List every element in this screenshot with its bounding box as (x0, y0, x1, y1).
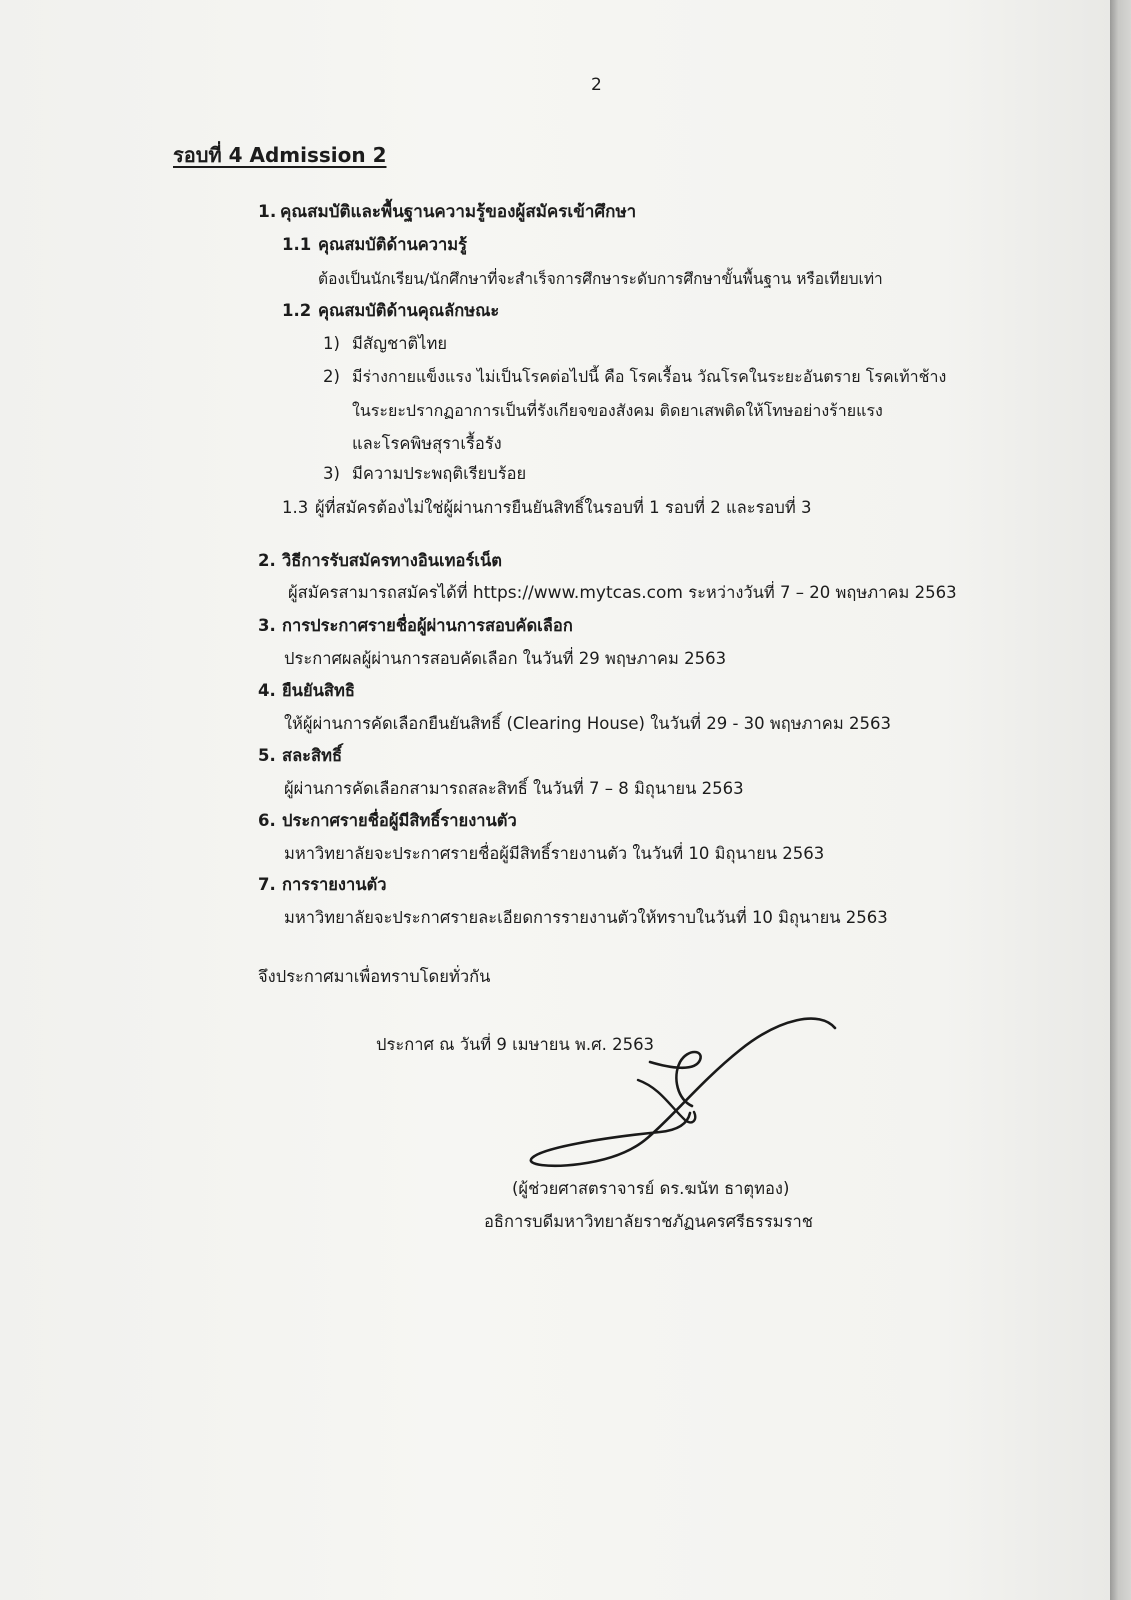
signer-name: (ผู้ช่วยศาสตราจารย์ ดร.ฆนัท ธาตุทอง) (512, 1179, 790, 1198)
item-6-number: 6. (258, 811, 276, 830)
item-1-2-number: 1.2 (282, 301, 312, 320)
item-4-title: ยืนยันสิทธิ (282, 681, 355, 700)
point-1-text: มีสัญชาติไทย (352, 334, 448, 353)
item-5-title: สละสิทธิ์ (282, 746, 343, 765)
signer-title: อธิการบดีมหาวิทยาลัยราชภัฏนครศรีธรรมราช (484, 1212, 813, 1231)
point-1-number: 1) (323, 334, 340, 353)
item-1-1-title: คุณสมบัติด้านความรู้ (318, 235, 468, 254)
item-1-3-text: ผู้ที่สมัครต้องไม่ใช่ผู้ผ่านการยืนยันสิทธิ์ในรอบที่ 1 รอบที่ 2 และรอบที่ 3 (315, 498, 812, 517)
item-1-title: คุณสมบัติและพื้นฐานความรู้ของผู้สมัครเข้าศึกษา (280, 202, 637, 222)
item-6-text: มหาวิทยาลัยจะประกาศรายชื่อผู้มีสิทธิ์รายงานตัว ในวันที่ 10 มิถุนายน 2563 (284, 844, 825, 863)
item-5-number: 5. (258, 746, 276, 765)
item-6-title: ประกาศรายชื่อผู้มีสิทธิ์รายงานตัว (282, 811, 517, 830)
point-2-line-3: และโรคพิษสุราเรื้อรัง (352, 434, 502, 453)
item-1-number: 1. (258, 202, 277, 222)
item-4-text: ให้ผู้ผ่านการคัดเลือกยืนยันสิทธิ์ (Clearing House) ในวันที่ 29 - 30 พฤษภาคม 2563 (284, 714, 891, 733)
item-2-text (288, 582, 957, 604)
item-7-title: การรายงานตัว (282, 875, 387, 894)
item-2-title: วิธีการรับสมัครทางอินเทอร์เน็ต (282, 551, 502, 570)
item-7-number: 7. (258, 875, 276, 894)
point-2-line-2: ในระยะปรากฏอาการเป็นที่รังเกียจของสังคม ติดยาเสพติดให้โทษอย่างร้ายแรง (352, 401, 883, 420)
item-1-2-title: คุณสมบัติด้านคุณลักษณะ (318, 301, 500, 320)
point-3-text: มีความประพฤติเรียบร้อย (352, 464, 527, 483)
page-edge-shadow (1110, 0, 1131, 1600)
item-2-text-before: ผู้สมัครสามารถสมัครได้ที่ (288, 583, 468, 602)
announce-date: ประกาศ ณ วันที่ 9 เมษายน พ.ศ. 2563 (376, 1035, 655, 1054)
item-1-1-text: ต้องเป็นนักเรียน/นักศึกษาที่จะสำเร็จการศึกษาระดับการศึกษาขั้นพื้นฐาน หรือเทียบเท่า (318, 270, 883, 288)
section-title: รอบที่ 4 Admission 2 (173, 143, 387, 167)
item-4-number: 4. (258, 681, 276, 700)
item-3-title: การประกาศรายชื่อผู้ผ่านการสอบคัดเลือก (282, 616, 573, 635)
point-2-number: 2) (323, 367, 340, 386)
item-1-3-number: 1.3 (282, 498, 309, 517)
item-7-text: มหาวิทยาลัยจะประกาศรายละเอียดการรายงานตัวให้ทราบในวันที่ 10 มิถุนายน 2563 (284, 908, 888, 927)
handwritten-signature (520, 1010, 860, 1175)
item-1-1-number: 1.1 (282, 235, 312, 254)
item-2-number: 2. (258, 551, 276, 570)
item-2-text-after: ระหว่างวันที่ 7 – 20 พฤษภาคม 2563 (688, 583, 957, 602)
item-3-number: 3. (258, 616, 276, 635)
mytcas-link[interactable]: https://www.mytcas.com (472, 583, 683, 603)
closing-text: จึงประกาศมาเพื่อทราบโดยทั่วกัน (258, 967, 491, 986)
item-3-text: ประกาศผลผู้ผ่านการสอบคัดเลือก ในวันที่ 29 พฤษภาคม 2563 (284, 649, 727, 668)
page-number: 2 (591, 75, 602, 95)
point-2-line-1: มีร่างกายแข็งแรง ไม่เป็นโรคต่อไปนี้ คือ โรคเรื้อน วัณโรคในระยะอันตราย โรคเท้าช้าง (352, 367, 947, 386)
item-5-text: ผู้ผ่านการคัดเลือกสามารถสละสิทธิ์ ในวันที่ 7 – 8 มิถุนายน 2563 (284, 779, 744, 798)
point-3-number: 3) (323, 464, 340, 483)
